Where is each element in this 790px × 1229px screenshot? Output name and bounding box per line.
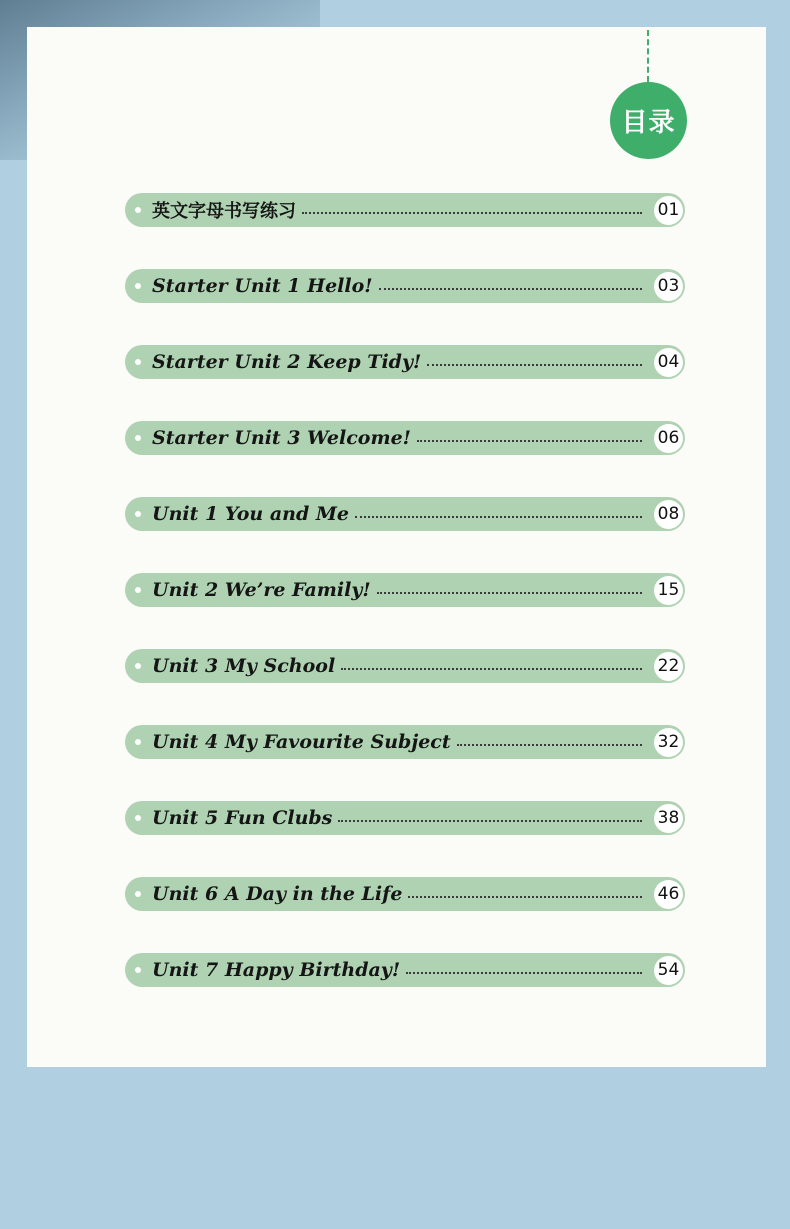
bullet-dot-icon (135, 511, 141, 517)
bullet-dot-icon (135, 435, 141, 441)
toc-row[interactable] (125, 193, 685, 227)
toc-row-title: Starter Unit 1 Hello! (152, 275, 373, 297)
dotted-leader (377, 592, 642, 594)
page-number-badge: 22 (654, 652, 683, 681)
toc-row[interactable] (125, 345, 685, 379)
page-number-badge: 08 (654, 500, 683, 529)
dotted-leader (302, 212, 642, 214)
page-number-badge: 15 (654, 576, 683, 605)
toc-row[interactable] (125, 269, 685, 303)
page-number-badge: 46 (654, 880, 683, 909)
bullet-dot-icon (135, 359, 141, 365)
dotted-leader (406, 972, 642, 974)
toc-row[interactable] (125, 573, 685, 607)
toc-row[interactable] (125, 421, 685, 455)
bullet-dot-icon (135, 739, 141, 745)
page-number-badge: 03 (654, 272, 683, 301)
dotted-leader (427, 364, 642, 366)
toc-heading-badge: 目录 (610, 82, 687, 159)
bullet-dot-icon (135, 967, 141, 973)
dotted-leader (338, 820, 642, 822)
toc-list (125, 193, 685, 1029)
dotted-leader (355, 516, 642, 518)
page-number-badge: 32 (654, 728, 683, 757)
dotted-leader (417, 440, 642, 442)
dotted-leader (379, 288, 642, 290)
toc-row-title: 英文字母书写练习 (152, 201, 296, 222)
toc-row-title: Unit 7 Happy Birthday! (152, 959, 401, 981)
page-number-badge: 04 (654, 348, 683, 377)
badge-dashed-line (647, 30, 649, 82)
toc-row[interactable] (125, 877, 685, 911)
bullet-dot-icon (135, 891, 141, 897)
dotted-leader (457, 744, 642, 746)
dotted-leader (341, 668, 642, 670)
toc-row-title: Starter Unit 2 Keep Tidy! (152, 351, 422, 373)
page-number-badge: 06 (654, 424, 683, 453)
toc-page (27, 27, 766, 1067)
toc-row-title: Unit 6 A Day in the Life (152, 883, 403, 905)
toc-row[interactable] (125, 725, 685, 759)
bullet-dot-icon (135, 207, 141, 213)
toc-row-title: Unit 1 You and Me (152, 503, 349, 525)
dotted-leader (408, 896, 642, 898)
toc-row-title: Unit 4 My Favourite Subject (152, 731, 451, 753)
page-number-badge: 54 (654, 956, 683, 985)
toc-row-title: Starter Unit 3 Welcome! (152, 427, 412, 449)
toc-row-title: Unit 2 We’re Family! (152, 579, 371, 601)
toc-row[interactable] (125, 953, 685, 987)
bullet-dot-icon (135, 283, 141, 289)
bullet-dot-icon (135, 815, 141, 821)
toc-row[interactable] (125, 801, 685, 835)
toc-row-title: Unit 3 My School (152, 655, 336, 677)
toc-row[interactable] (125, 497, 685, 531)
page-number-badge: 01 (654, 196, 683, 225)
bullet-dot-icon (135, 663, 141, 669)
page-number-badge: 38 (654, 804, 683, 833)
toc-row-title: Unit 5 Fun Clubs (152, 807, 333, 829)
toc-row[interactable] (125, 649, 685, 683)
bullet-dot-icon (135, 587, 141, 593)
